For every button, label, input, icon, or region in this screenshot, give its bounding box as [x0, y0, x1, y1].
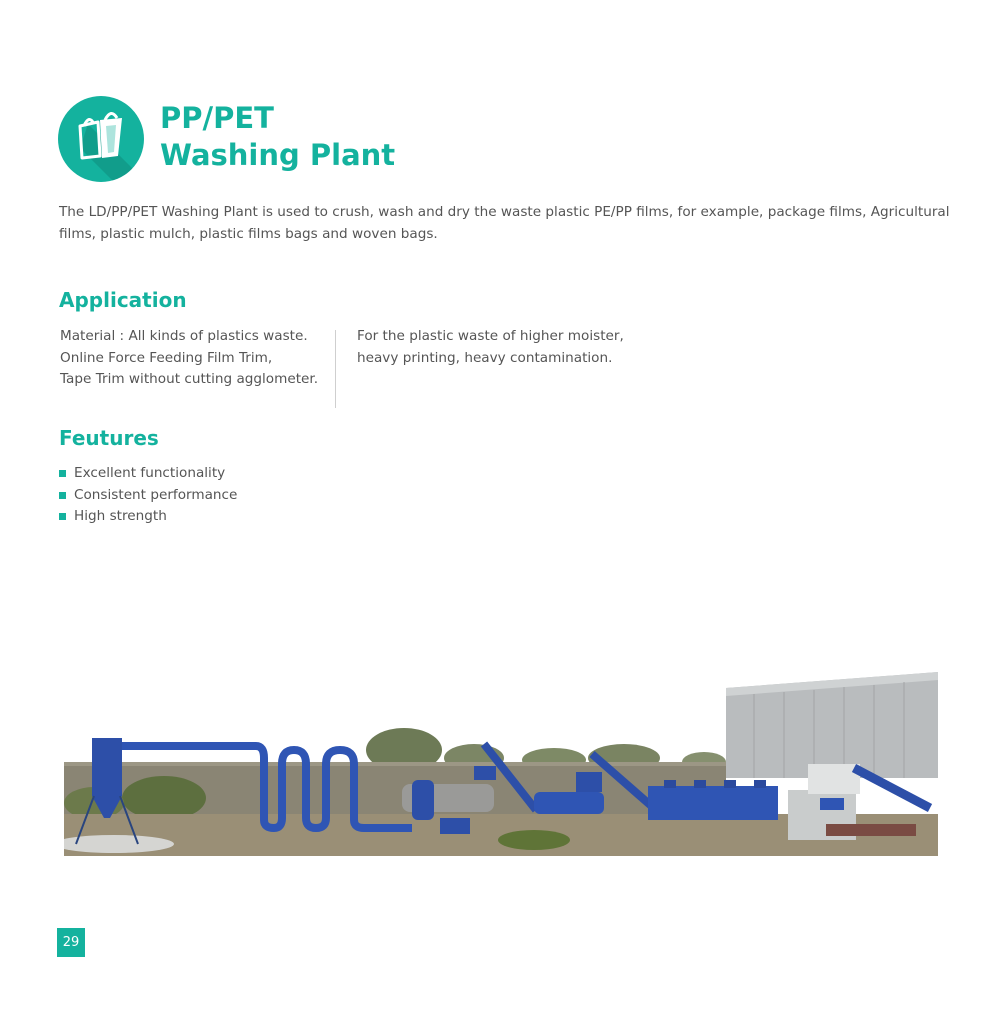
- title-line-2: Washing Plant: [160, 138, 396, 172]
- washing-plant-photo: [64, 668, 938, 856]
- application-right-line: For the plastic waste of higher moister,: [357, 328, 624, 344]
- square-bullet-icon: [59, 513, 66, 520]
- intro-paragraph: The LD/PP/PET Washing Plant is used to crush, wash and dry the waste plastic PE/PP films, for example, package films, Agricultural films, plastic mulch, plastic films bags and woven bags.: [59, 204, 950, 242]
- features-heading: Feutures: [59, 426, 159, 450]
- application-left-line: Online Force Feeding Film Trim,: [60, 349, 273, 366]
- list-item: [59, 463, 237, 485]
- plastic-bags-icon: [58, 96, 144, 182]
- application-heading: Application: [59, 288, 187, 312]
- application-left-line: Tape Trim without cutting agglometer.: [60, 371, 319, 387]
- column-divider: [335, 330, 336, 408]
- page-title: [160, 100, 395, 174]
- application-right-column: [357, 326, 657, 369]
- features-list: [59, 463, 237, 528]
- feature-label: Excellent functionality: [74, 465, 226, 481]
- square-bullet-icon: [59, 470, 66, 477]
- title-line-1: PP/PET: [160, 101, 274, 135]
- application-left-line: Material : All kinds of plastics waste.: [60, 328, 308, 344]
- page-number: 29: [57, 928, 85, 957]
- list-item: [59, 506, 237, 528]
- list-item: [59, 485, 237, 507]
- feature-label: High strength: [74, 508, 167, 524]
- feature-label: Consistent performance: [74, 486, 238, 503]
- application-left-column: [60, 326, 330, 391]
- square-bullet-icon: [59, 492, 66, 499]
- application-right-line: heavy printing, heavy contamination.: [357, 349, 613, 366]
